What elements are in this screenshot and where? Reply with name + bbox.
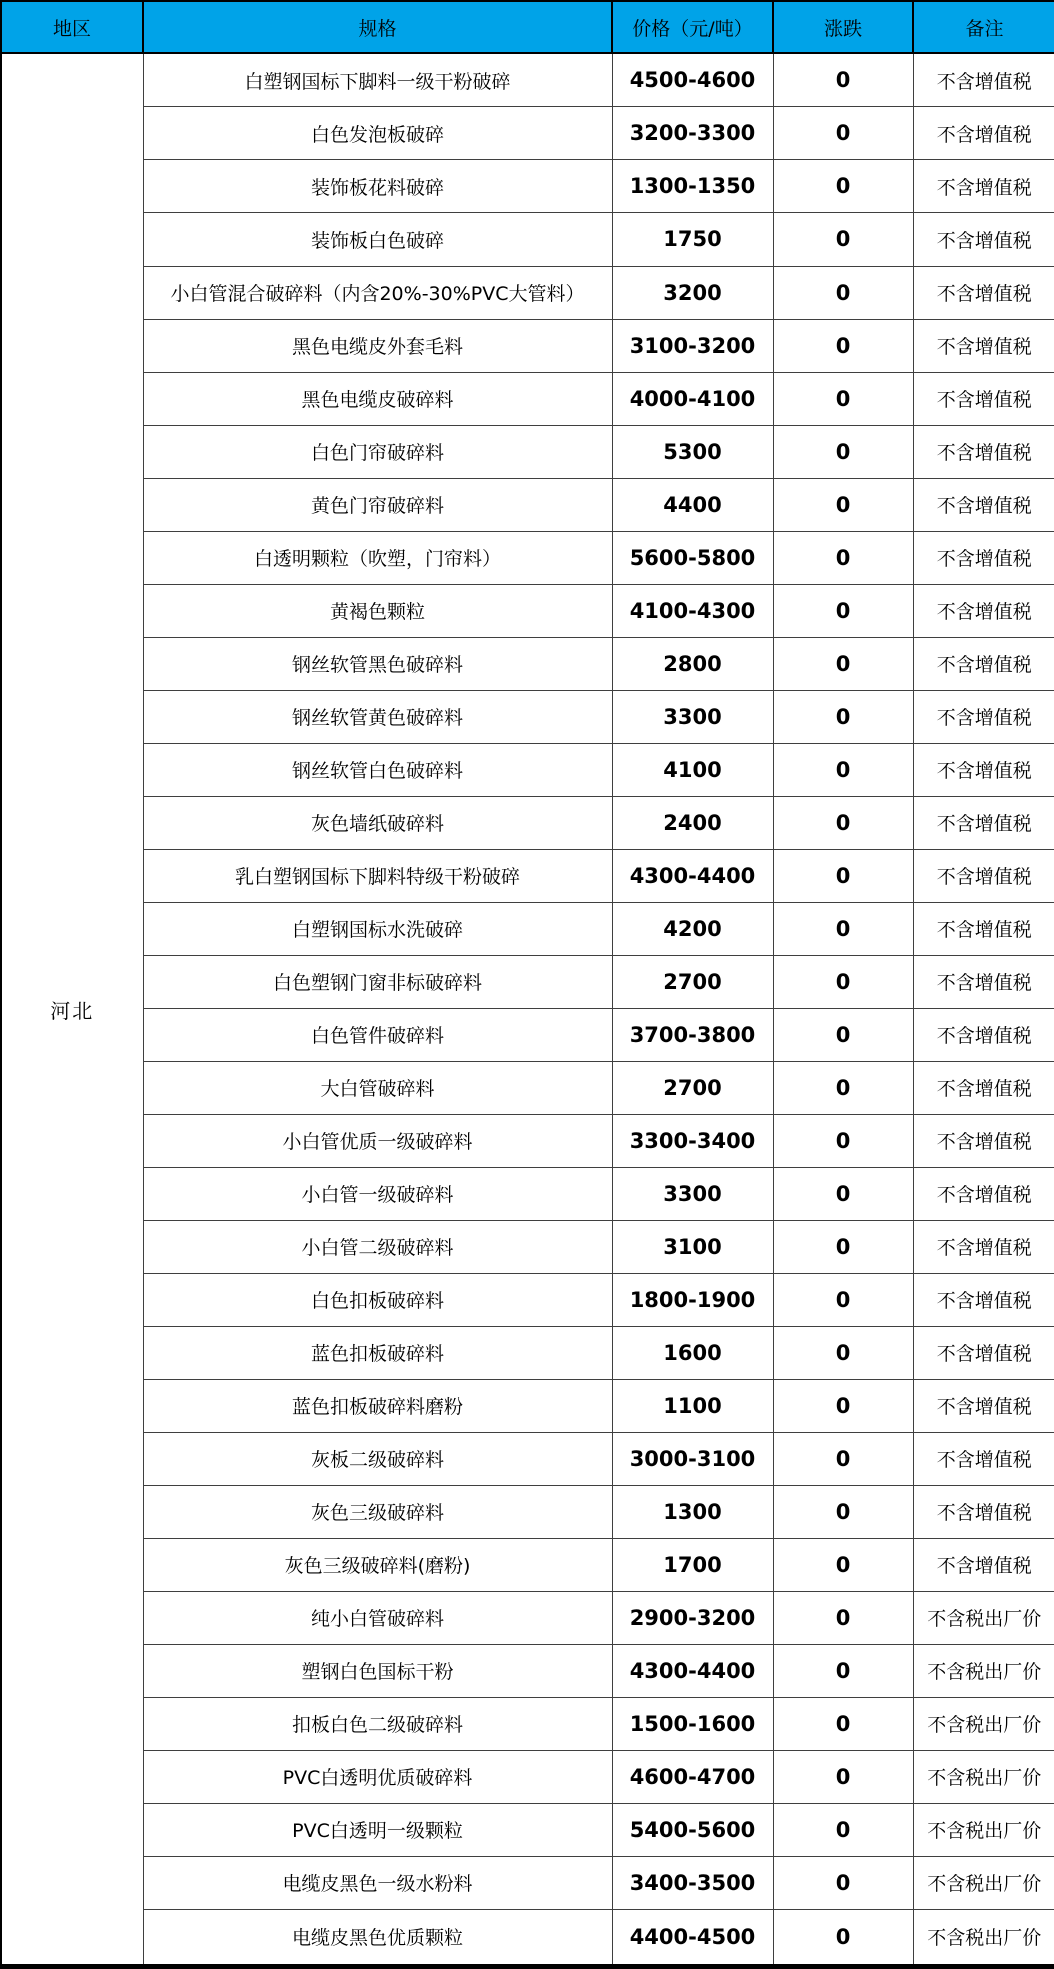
spec-cell: 蓝色扣板破碎料磨粉 [143, 1379, 612, 1432]
note-cell: 不含增值税 [913, 1273, 1054, 1326]
spec-cell: 白色扣板破碎料 [143, 1273, 612, 1326]
table-row [1, 796, 1054, 849]
change-cell: 0 [773, 160, 913, 213]
table-row [1, 1803, 1054, 1856]
column-header-price: 价格（元/吨） [612, 1, 773, 53]
spec-cell: 白色发泡板破碎 [143, 107, 612, 160]
column-header-region: 地区 [1, 1, 143, 53]
change-cell: 0 [773, 1326, 913, 1379]
change-cell: 0 [773, 266, 913, 319]
price-cell: 1300-1350 [612, 160, 773, 213]
price-cell: 4300-4400 [612, 1644, 773, 1697]
spec-cell: 钢丝软管黄色破碎料 [143, 690, 612, 743]
table-row [1, 531, 1054, 584]
change-cell: 0 [773, 1644, 913, 1697]
note-cell: 不含增值税 [913, 478, 1054, 531]
note-cell: 不含增值税 [913, 1379, 1054, 1432]
price-cell: 2900-3200 [612, 1591, 773, 1644]
price-cell: 4100 [612, 743, 773, 796]
change-cell: 0 [773, 849, 913, 902]
table-row [1, 1114, 1054, 1167]
table-row [1, 160, 1054, 213]
spec-cell: 钢丝软管白色破碎料 [143, 743, 612, 796]
change-cell: 0 [773, 1591, 913, 1644]
price-cell: 1500-1600 [612, 1697, 773, 1750]
spec-cell: 白透明颗粒（吹塑，门帘料） [143, 531, 612, 584]
change-cell: 0 [773, 1167, 913, 1220]
spec-cell: 钢丝软管黑色破碎料 [143, 637, 612, 690]
note-cell: 不含增值税 [913, 902, 1054, 955]
table-row [1, 1750, 1054, 1803]
price-cell: 5400-5600 [612, 1803, 773, 1856]
price-cell: 3300-3400 [612, 1114, 773, 1167]
note-cell: 不含增值税 [913, 849, 1054, 902]
table-row [1, 902, 1054, 955]
table-row [1, 637, 1054, 690]
note-cell: 不含增值税 [913, 1485, 1054, 1538]
change-cell: 0 [773, 478, 913, 531]
spec-cell: 装饰板花料破碎 [143, 160, 612, 213]
change-cell: 0 [773, 1750, 913, 1803]
table-row [1, 372, 1054, 425]
change-cell: 0 [773, 107, 913, 160]
note-cell: 不含增值税 [913, 1061, 1054, 1114]
table-row [1, 1273, 1054, 1326]
price-cell: 3700-3800 [612, 1008, 773, 1061]
table-row [1, 1591, 1054, 1644]
change-cell: 0 [773, 743, 913, 796]
column-header-note: 备注 [913, 1, 1054, 53]
change-cell: 0 [773, 1008, 913, 1061]
note-cell: 不含增值税 [913, 1538, 1054, 1591]
note-cell: 不含增值税 [913, 160, 1054, 213]
change-cell: 0 [773, 1432, 913, 1485]
note-cell: 不含增值税 [913, 955, 1054, 1008]
spec-cell: 黑色电缆皮破碎料 [143, 372, 612, 425]
table-row [1, 1644, 1054, 1697]
note-cell: 不含增值税 [913, 372, 1054, 425]
spec-cell: PVC白透明一级颗粒 [143, 1803, 612, 1856]
note-cell: 不含税出厂价 [913, 1750, 1054, 1803]
spec-cell: 小白管二级破碎料 [143, 1220, 612, 1273]
table-row [1, 1167, 1054, 1220]
note-cell: 不含税出厂价 [913, 1591, 1054, 1644]
price-cell: 1100 [612, 1379, 773, 1432]
table-row [1, 1379, 1054, 1432]
table-row [1, 743, 1054, 796]
note-cell: 不含税出厂价 [913, 1697, 1054, 1750]
price-cell: 5600-5800 [612, 531, 773, 584]
spec-cell: 黄色门帘破碎料 [143, 478, 612, 531]
spec-cell: 白塑钢国标下脚料一级干粉破碎 [143, 53, 612, 107]
price-cell: 4100-4300 [612, 584, 773, 637]
change-cell: 0 [773, 1697, 913, 1750]
note-cell: 不含增值税 [913, 425, 1054, 478]
price-cell: 1750 [612, 213, 773, 266]
change-cell: 0 [773, 531, 913, 584]
price-cell: 4500-4600 [612, 53, 773, 107]
table-row [1, 1326, 1054, 1379]
note-cell: 不含增值税 [913, 531, 1054, 584]
price-cell: 2700 [612, 1061, 773, 1114]
spec-cell: 灰色墙纸破碎料 [143, 796, 612, 849]
price-cell: 2400 [612, 796, 773, 849]
change-cell: 0 [773, 1485, 913, 1538]
note-cell: 不含税出厂价 [913, 1856, 1054, 1909]
table-row [1, 690, 1054, 743]
table-row [1, 1432, 1054, 1485]
note-cell: 不含增值税 [913, 743, 1054, 796]
price-cell: 1800-1900 [612, 1273, 773, 1326]
change-cell: 0 [773, 1379, 913, 1432]
table-row [1, 319, 1054, 372]
spec-cell: PVC白透明优质破碎料 [143, 1750, 612, 1803]
spec-cell: 白塑钢国标水洗破碎 [143, 902, 612, 955]
price-cell: 2700 [612, 955, 773, 1008]
table-row [1, 1061, 1054, 1114]
table-row [1, 584, 1054, 637]
spec-cell: 装饰板白色破碎 [143, 213, 612, 266]
table-body [1, 53, 1054, 1967]
price-cell: 3200 [612, 266, 773, 319]
price-cell: 5300 [612, 425, 773, 478]
price-cell: 1300 [612, 1485, 773, 1538]
table-row [1, 425, 1054, 478]
note-cell: 不含增值税 [913, 213, 1054, 266]
change-cell: 0 [773, 213, 913, 266]
table-row [1, 1856, 1054, 1909]
note-cell: 不含增值税 [913, 1008, 1054, 1061]
spec-cell: 乳白塑钢国标下脚料特级干粉破碎 [143, 849, 612, 902]
table-header [1, 1, 1054, 53]
note-cell: 不含增值税 [913, 637, 1054, 690]
change-cell: 0 [773, 1220, 913, 1273]
spec-cell: 小白管混合破碎料（内含20%-30%PVC大管料） [143, 266, 612, 319]
change-cell: 0 [773, 796, 913, 849]
price-cell: 3300 [612, 1167, 773, 1220]
note-cell: 不含增值税 [913, 1220, 1054, 1273]
note-cell: 不含增值税 [913, 53, 1054, 107]
price-cell: 3100 [612, 1220, 773, 1273]
spec-cell: 小白管优质一级破碎料 [143, 1114, 612, 1167]
spec-cell: 扣板白色二级破碎料 [143, 1697, 612, 1750]
note-cell: 不含增值税 [913, 796, 1054, 849]
table-row [1, 1485, 1054, 1538]
spec-cell: 白色门帘破碎料 [143, 425, 612, 478]
region-cell: 河北 [1, 53, 143, 1967]
spec-cell: 白色塑钢门窗非标破碎料 [143, 955, 612, 1008]
table-row [1, 1220, 1054, 1273]
table-row [1, 849, 1054, 902]
note-cell: 不含税出厂价 [913, 1909, 1054, 1966]
price-cell: 4200 [612, 902, 773, 955]
spec-cell: 白色管件破碎料 [143, 1008, 612, 1061]
spec-cell: 黄褐色颗粒 [143, 584, 612, 637]
spec-cell: 大白管破碎料 [143, 1061, 612, 1114]
column-header-spec: 规格 [143, 1, 612, 53]
spec-cell: 电缆皮黑色优质颗粒 [143, 1909, 612, 1966]
table-row [1, 478, 1054, 531]
spec-cell: 灰板二级破碎料 [143, 1432, 612, 1485]
change-cell: 0 [773, 1909, 913, 1966]
spec-cell: 灰色三级破碎料(磨粉) [143, 1538, 612, 1591]
note-cell: 不含税出厂价 [913, 1644, 1054, 1697]
note-cell: 不含增值税 [913, 107, 1054, 160]
table-row [1, 213, 1054, 266]
change-cell: 0 [773, 53, 913, 107]
price-cell: 4000-4100 [612, 372, 773, 425]
change-cell: 0 [773, 690, 913, 743]
change-cell: 0 [773, 955, 913, 1008]
price-cell: 3100-3200 [612, 319, 773, 372]
change-cell: 0 [773, 902, 913, 955]
header-row [1, 1, 1054, 53]
note-cell: 不含增值税 [913, 1432, 1054, 1485]
table-row [1, 53, 1054, 107]
note-cell: 不含税出厂价 [913, 1803, 1054, 1856]
spec-cell: 电缆皮黑色一级水粉料 [143, 1856, 612, 1909]
change-cell: 0 [773, 1273, 913, 1326]
change-cell: 0 [773, 1856, 913, 1909]
price-cell: 3400-3500 [612, 1856, 773, 1909]
table-row [1, 1538, 1054, 1591]
price-cell: 3000-3100 [612, 1432, 773, 1485]
change-cell: 0 [773, 372, 913, 425]
note-cell: 不含增值税 [913, 584, 1054, 637]
table-row [1, 266, 1054, 319]
table-row [1, 1008, 1054, 1061]
price-cell: 4600-4700 [612, 1750, 773, 1803]
spec-cell: 纯小白管破碎料 [143, 1591, 612, 1644]
price-cell: 4400 [612, 478, 773, 531]
change-cell: 0 [773, 319, 913, 372]
price-cell: 3200-3300 [612, 107, 773, 160]
column-header-change: 涨跌 [773, 1, 913, 53]
spec-cell: 黑色电缆皮外套毛料 [143, 319, 612, 372]
table-row [1, 955, 1054, 1008]
change-cell: 0 [773, 584, 913, 637]
table-row [1, 1909, 1054, 1966]
note-cell: 不含增值税 [913, 1114, 1054, 1167]
spec-cell: 塑钢白色国标干粉 [143, 1644, 612, 1697]
price-cell: 2800 [612, 637, 773, 690]
price-cell: 4400-4500 [612, 1909, 773, 1966]
change-cell: 0 [773, 1803, 913, 1856]
note-cell: 不含增值税 [913, 1326, 1054, 1379]
table-row [1, 107, 1054, 160]
price-cell: 1700 [612, 1538, 773, 1591]
note-cell: 不含增值税 [913, 319, 1054, 372]
note-cell: 不含增值税 [913, 266, 1054, 319]
change-cell: 0 [773, 425, 913, 478]
change-cell: 0 [773, 637, 913, 690]
spec-cell: 小白管一级破碎料 [143, 1167, 612, 1220]
price-cell: 4300-4400 [612, 849, 773, 902]
change-cell: 0 [773, 1538, 913, 1591]
price-cell: 1600 [612, 1326, 773, 1379]
note-cell: 不含增值税 [913, 1167, 1054, 1220]
change-cell: 0 [773, 1061, 913, 1114]
note-cell: 不含增值税 [913, 690, 1054, 743]
table-row [1, 1697, 1054, 1750]
spec-cell: 灰色三级破碎料 [143, 1485, 612, 1538]
change-cell: 0 [773, 1114, 913, 1167]
price-cell: 3300 [612, 690, 773, 743]
spec-cell: 蓝色扣板破碎料 [143, 1326, 612, 1379]
